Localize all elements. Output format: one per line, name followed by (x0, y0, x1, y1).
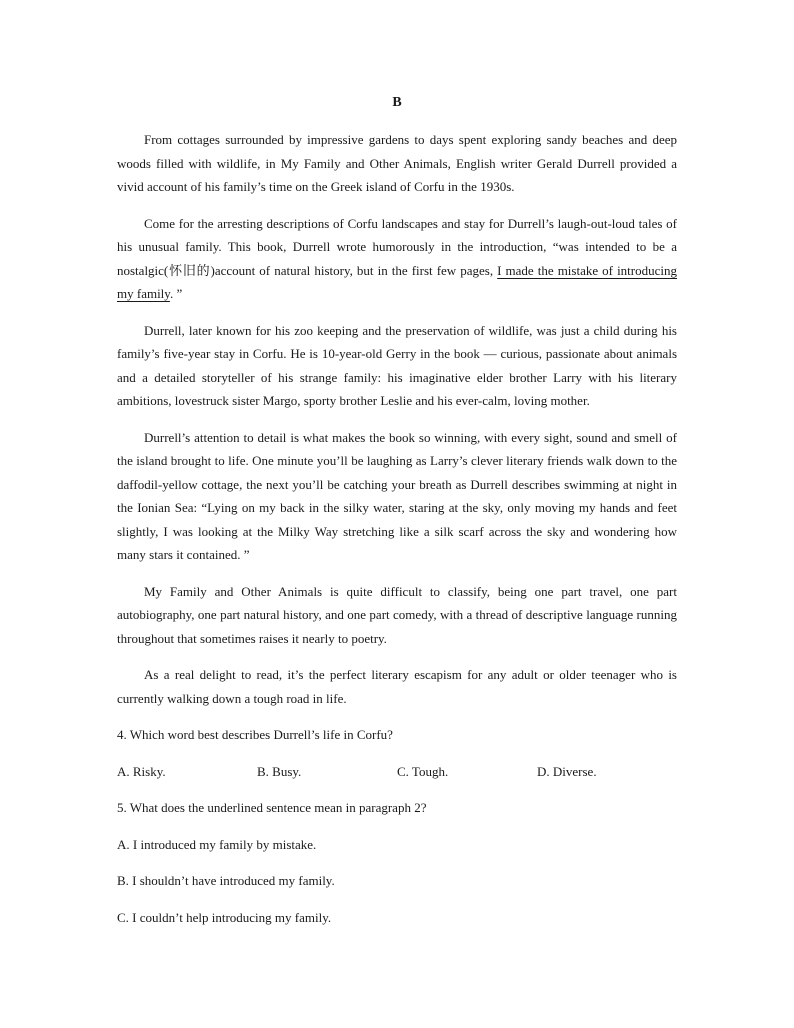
question-4-option-a: A. Risky. (117, 763, 166, 779)
question-5-stem: 5. What does the underlined sentence mean in paragraph 2? (117, 800, 427, 815)
question-4-options (117, 760, 677, 784)
paragraph-2 (117, 212, 677, 306)
paragraph-4: Durrell’s attention to detail is what makes the book so winning, with every sight, sound and smell of the island brought to life. One minute you’ll be laughing as Larry’s clever literary friends walk down to the daffodil-yellow cottage, the next you’ll be catching your breath as Durrell describes swimming at night in the Ionian Sea: “Lying on my back in the silky water, staring at the sky, only moving my hands and feet slightly, I was looking at the Milky Way stretching like a silk scarf across the sky and wondering how many stars it contained. ” (117, 429, 677, 562)
paragraph-5: My Family and Other Animals is quite difficult to classify, being one part travel, one part autobiography, one part natural history, and one part comedy, with a thread of descriptive language running throughout that sometimes raises it nearly to poetry. (117, 583, 677, 646)
section-title: B (392, 95, 402, 110)
question-4-option-b: B. Busy. (257, 763, 302, 779)
question-4-option-d: D. Diverse. (537, 763, 597, 779)
question-5-option-c: C. I couldn’t help introducing my family. (117, 909, 332, 925)
question-4-option-c: C. Tough. (397, 763, 449, 779)
paragraph-2-after: . ” (169, 286, 183, 301)
question-5-option-b: B. I shouldn’t have introduced my family. (117, 873, 335, 888)
paragraph-1: From cottages surrounded by impressive gardens to days spent exploring sandy beaches and deep woods filled with wildlife, in My Family and Other Animals, English writer Gerald Durrell provided a vivid account of his family’s time on the Greek island of Corfu in the 1930s. (117, 132, 677, 194)
question-5-option-a: A. I introduced my family by mistake. (117, 836, 317, 852)
paragraph-2-before: Come for the arresting descriptions of Corfu landscapes and stay for Durrell’s laugh-out-loud tales of his unusual family. This book, Durrell wrote humorously in the introduction, “was intended to be a nostalgic(怀旧的)account of natural history, but in the first few pages, (117, 215, 677, 278)
question-4-stem: 4. Which word best describes Durrell’s life in Corfu? (117, 727, 393, 742)
underlined-sentence: I made the mistake of introducing my family (117, 262, 678, 301)
paragraph-3: Durrell, later known for his zoo keeping and the preservation of wildlife, was just a child during his family’s five-year stay in Corfu. He is 10-year-old Gerry in the book — curious, passionate about animals and a detailed storyteller of his strange family: his imaginative elder brother Larry with his literary ambitions, lovestruck sister Margo, sporty brother Leslie and his ever-calm, loving mother. (117, 322, 677, 408)
document-page (117, 93, 677, 942)
paragraph-6: As a real delight to read, it’s the perfect literary escapism for any adult or older teenager who is currently walking down a tough road in life. (117, 667, 677, 706)
